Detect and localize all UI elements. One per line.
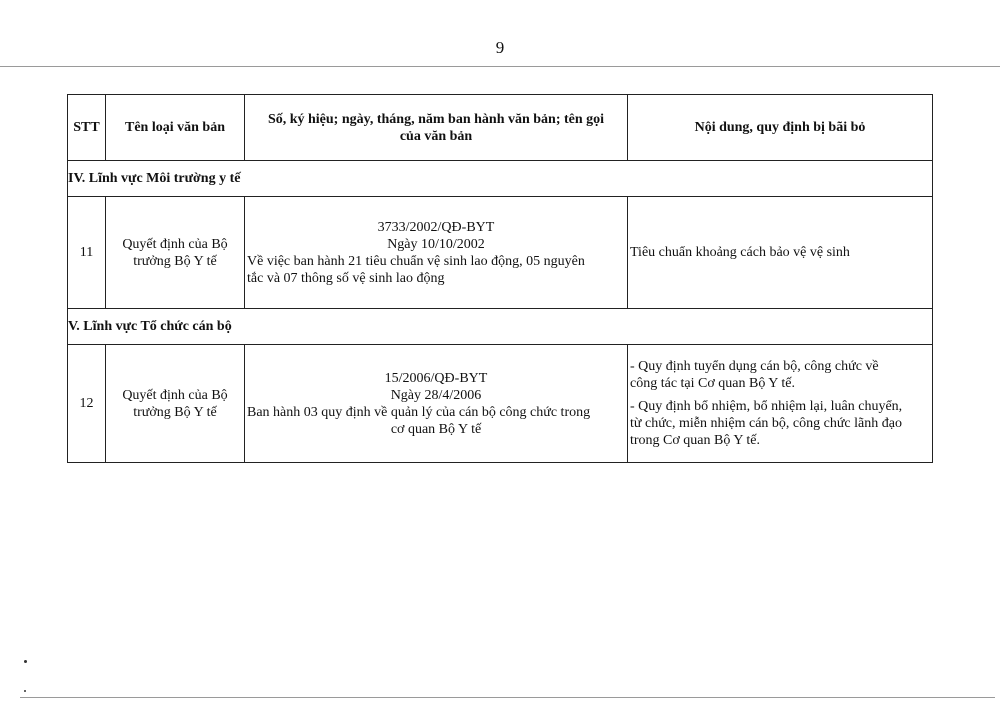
table-header-row bbox=[68, 95, 933, 161]
table-row bbox=[68, 197, 933, 309]
row-doc-reference bbox=[245, 197, 628, 309]
scan-speck bbox=[24, 660, 27, 663]
header-divider bbox=[0, 66, 1000, 67]
content-item-2-line1: - Quy định bổ nhiệm, bổ nhiệm lại, luân chuyển, bbox=[630, 399, 903, 414]
row-repealed-content: Tiêu chuẩn khoảng cách bảo vệ vệ sinh bbox=[628, 197, 933, 309]
doc-number: 3733/2002/QĐ-BYT bbox=[377, 219, 495, 235]
doc-title-line2: tắc và 07 thông số vệ sinh lao động bbox=[247, 270, 445, 286]
scan-speck bbox=[24, 690, 26, 692]
footer-divider bbox=[20, 697, 995, 698]
doc-date: Ngày 28/4/2006 bbox=[390, 387, 482, 403]
repealed-documents-table bbox=[67, 94, 933, 463]
doc-date: Ngày 10/10/2002 bbox=[387, 236, 485, 252]
content-item-1-line1: - Quy định tuyển dụng cán bộ, công chức về bbox=[630, 359, 879, 374]
section-row bbox=[68, 161, 933, 197]
doc-title-line1: Về việc ban hành 21 tiêu chuẩn vệ sinh lao động, 05 nguyên bbox=[247, 253, 585, 269]
content-item-2 bbox=[630, 398, 930, 449]
doc-type-line1: Quyết định của Bộ bbox=[122, 387, 228, 403]
section-row bbox=[68, 309, 933, 345]
header-doc-reference-line1: Số, ký hiệu; ngày, tháng, năm ban hành văn bản; tên gọi bbox=[267, 111, 605, 127]
header-doc-reference-line2: của văn bản bbox=[399, 128, 473, 144]
content-item-1-line2: công tác tại Cơ quan Bộ Y tế. bbox=[630, 376, 795, 391]
doc-type-line2: trưởng Bộ Y tế bbox=[133, 404, 217, 420]
doc-type-line2: trưởng Bộ Y tế bbox=[133, 253, 217, 269]
row-repealed-content bbox=[628, 345, 933, 463]
header-doc-reference bbox=[245, 95, 628, 161]
doc-number: 15/2006/QĐ-BYT bbox=[384, 370, 488, 386]
row-doc-type bbox=[106, 345, 245, 463]
page-number: 9 bbox=[495, 38, 505, 57]
header-repealed-content: Nội dung, quy định bị bãi bỏ bbox=[628, 95, 933, 161]
section-title: IV. Lĩnh vực Môi trường y tế bbox=[68, 161, 933, 197]
doc-title-line1: Ban hành 03 quy định về quản lý của cán bộ công chức trong bbox=[247, 404, 591, 420]
header-doc-type: Tên loại văn bản bbox=[106, 95, 245, 161]
row-doc-type bbox=[106, 197, 245, 309]
content-item-2-line3: trong Cơ quan Bộ Y tế. bbox=[630, 433, 761, 448]
doc-title-line2: cơ quan Bộ Y tế bbox=[390, 421, 482, 437]
table-row bbox=[68, 345, 933, 463]
section-title: V. Lĩnh vực Tổ chức cán bộ bbox=[68, 309, 933, 345]
row-stt: 12 bbox=[68, 345, 106, 463]
doc-type-line1: Quyết định của Bộ bbox=[122, 236, 228, 252]
content-item-2-line2: từ chức, miễn nhiệm cán bộ, công chức lãnh đạo bbox=[630, 416, 902, 431]
content-item-1 bbox=[630, 358, 930, 392]
row-stt: 11 bbox=[68, 197, 106, 309]
row-doc-reference bbox=[245, 345, 628, 463]
header-stt: STT bbox=[68, 95, 106, 161]
